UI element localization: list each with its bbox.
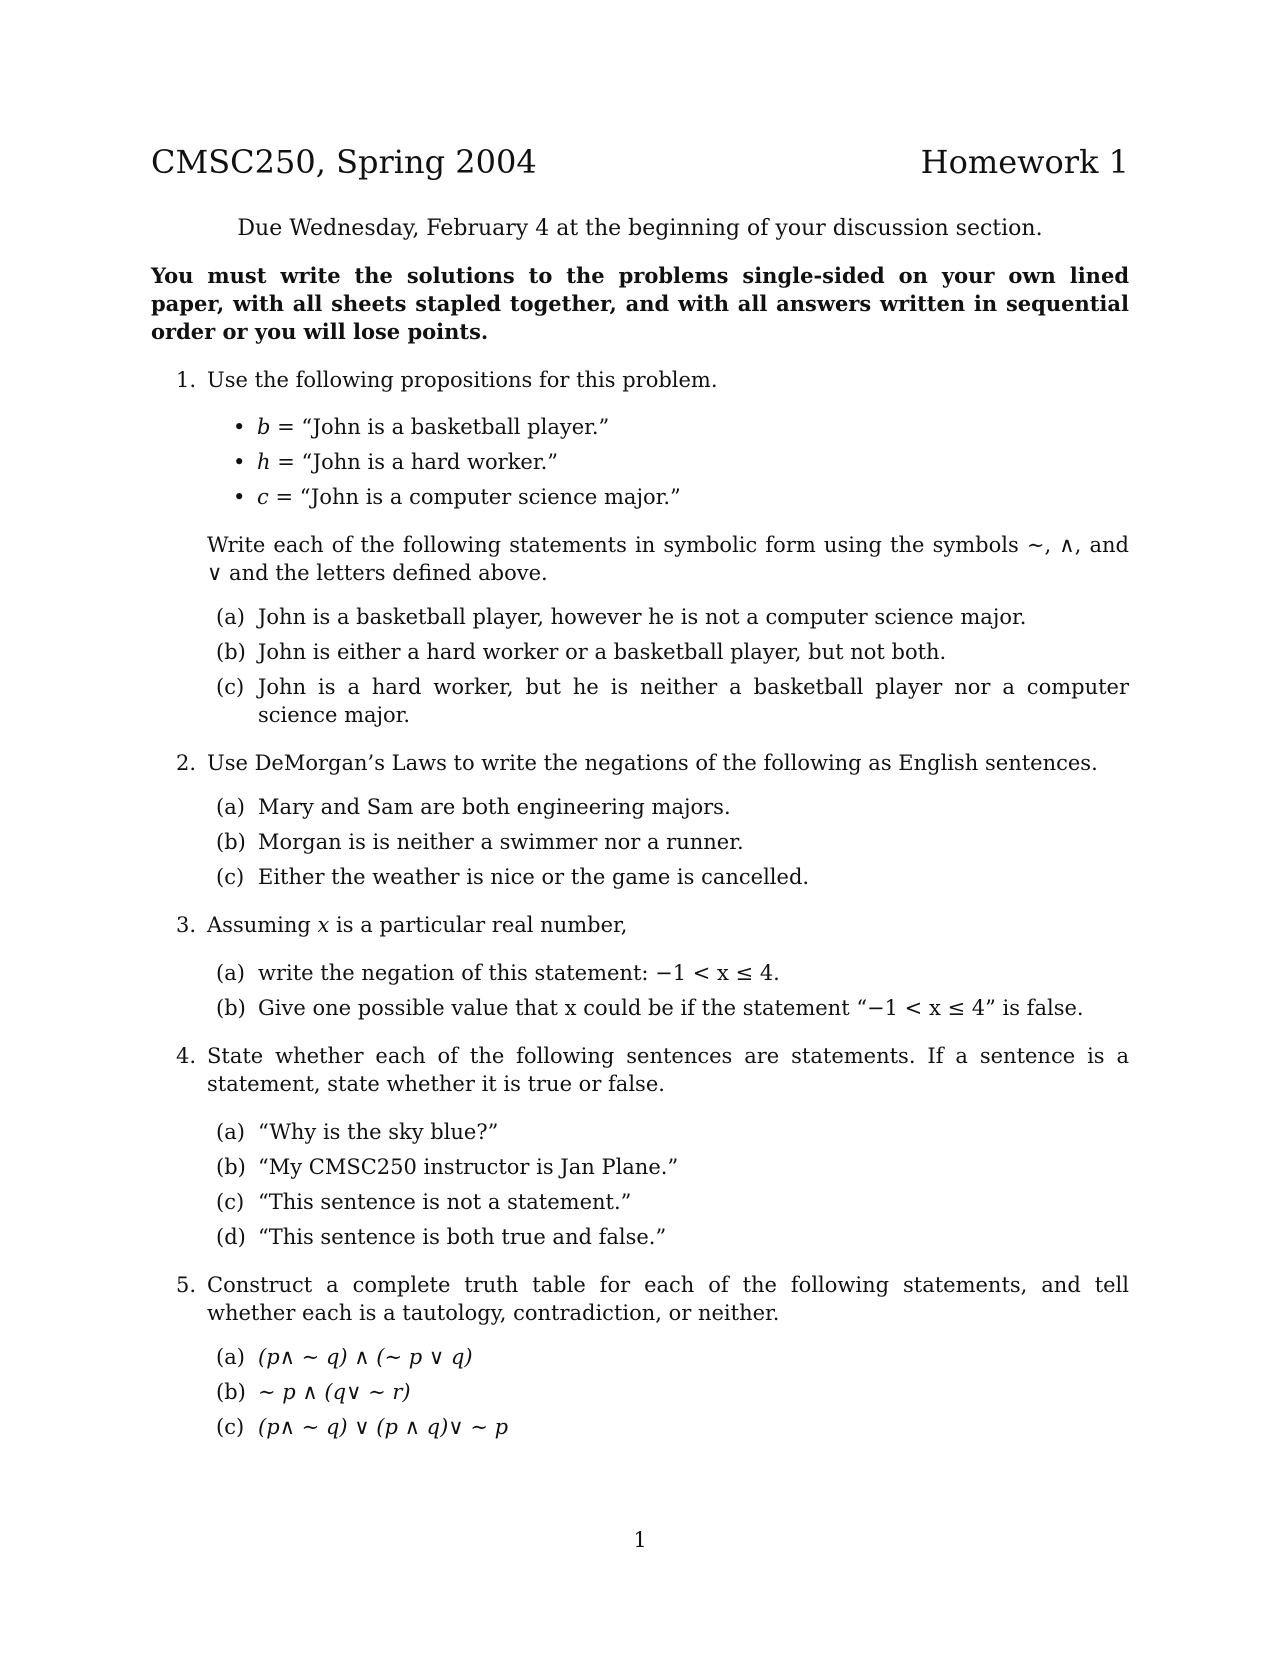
submission-notice: You must write the solutions to the problems single-sided on your own lined paper, with all sheets stapled together, and with all answers written in sequential order or you will lose points. <box>151 263 1129 344</box>
subproblem-item <box>207 1378 1129 1406</box>
subproblem-item <box>207 863 1129 891</box>
document-page <box>151 140 1129 1461</box>
problem-text-variable: x <box>317 913 330 937</box>
logic-expression: ∼ p ∧ (q∨ ∼ r) <box>258 1380 411 1404</box>
subproblem-item <box>207 638 1129 666</box>
subproblem-item <box>207 793 1129 821</box>
subproblem-item <box>207 603 1129 631</box>
problem-text-end: is a particular real number, <box>329 913 628 937</box>
subproblem-label: (d) <box>216 1225 246 1249</box>
problem-number: 1. <box>176 368 197 392</box>
subproblem-label: (c) <box>216 865 245 889</box>
subproblem-list <box>207 1343 1129 1441</box>
proposition-definition: = “John is a basketball player.” <box>270 415 610 439</box>
subproblem-list <box>207 1118 1129 1251</box>
page-number: 1 <box>633 1528 647 1552</box>
problem-text <box>207 911 1129 939</box>
page-header <box>151 140 1129 184</box>
subproblem-item <box>207 959 1129 987</box>
problem-5 <box>151 1271 1129 1441</box>
subproblem-item <box>207 1188 1129 1216</box>
subproblem-label: (b) <box>216 1380 246 1404</box>
bullet-icon: • <box>233 415 246 439</box>
logic-expression: (p∧ ∼ q) ∨ (p ∧ q)∨ ∼ p <box>258 1415 509 1439</box>
problem-text: Use DeMorgan’s Laws to write the negations of the following as English sentences. <box>207 751 1098 775</box>
subproblem-item <box>207 1413 1129 1441</box>
subproblem-item <box>207 1153 1129 1181</box>
subproblem-list <box>207 603 1129 729</box>
assignment-title: Homework 1 <box>920 143 1129 181</box>
bullet-icon: • <box>233 485 246 509</box>
problem-4 <box>151 1042 1129 1251</box>
subproblem-item <box>207 673 1129 729</box>
course-title: CMSC250, Spring 2004 <box>151 143 537 181</box>
problem-number: 3. <box>176 913 197 937</box>
subproblem-label: (a) <box>216 605 245 629</box>
proposition-item <box>207 480 1129 515</box>
problem-instructions: Write each of the following statements in symbolic form using the symbols ∼, ∧, and ∨ and the letters defined above. <box>207 533 1129 585</box>
problem-text: State whether each of the following sentences are statements. If a sentence is a statement, state whether it is true or false. <box>207 1044 1129 1096</box>
due-date-line: Due Wednesday, February 4 at the beginning of your discussion section. <box>237 216 1043 241</box>
subproblem-label: (b) <box>216 1155 246 1179</box>
problem-text-start: Assuming <box>207 913 318 937</box>
problem-number: 5. <box>176 1273 197 1297</box>
problem-list <box>151 366 1129 1441</box>
subproblem-label: (b) <box>216 830 246 854</box>
proposition-item <box>207 410 1129 445</box>
proposition-variable: b <box>257 415 271 439</box>
subproblem-text: Either the weather is nice or the game is cancelled. <box>258 865 810 889</box>
logic-expression: (p∧ ∼ q) ∧ (∼ p ∨ q) <box>258 1345 473 1369</box>
subproblem-label: (a) <box>216 795 245 819</box>
subproblem-item <box>207 1343 1129 1371</box>
subproblem-label: (a) <box>216 1345 245 1369</box>
problem-number: 2. <box>176 751 197 775</box>
subproblem-label: (c) <box>216 1190 245 1214</box>
bullet-icon: • <box>233 450 246 474</box>
proposition-definition: = “John is a hard worker.” <box>270 450 558 474</box>
subproblem-text: John is a basketball player, however he is not a computer science major. <box>258 605 1027 629</box>
subproblem-text: “This sentence is not a statement.” <box>258 1190 632 1214</box>
subproblem-text: “Why is the sky blue?” <box>258 1120 499 1144</box>
proposition-variable: c <box>257 485 269 509</box>
subproblem-item <box>207 828 1129 856</box>
subproblem-text: Give one possible value that x could be if the statement “−1 < x ≤ 4” is false. <box>258 996 1084 1020</box>
subproblem-text: John is a hard worker, but he is neither a basketball player nor a computer science major. <box>258 675 1129 727</box>
problem-2 <box>151 749 1129 891</box>
subproblem-text: write the negation of this statement: −1 < x ≤ 4. <box>258 961 780 985</box>
subproblem-label: (c) <box>216 1415 245 1439</box>
problem-3 <box>151 911 1129 1022</box>
subproblem-list <box>207 793 1129 891</box>
problem-1 <box>151 366 1129 729</box>
subproblem-list <box>207 959 1129 1022</box>
problem-text: Construct a complete truth table for each of the following statements, and tell whether each is a tautology, contradiction, or neither. <box>207 1273 1129 1325</box>
subproblem-label: (a) <box>216 1120 245 1144</box>
subproblem-text: “This sentence is both true and false.” <box>258 1225 667 1249</box>
subproblem-item <box>207 1223 1129 1251</box>
subproblem-text: Morgan is is neither a swimmer nor a runner. <box>258 830 744 854</box>
subproblem-item <box>207 1118 1129 1146</box>
subproblem-text: Mary and Sam are both engineering majors. <box>258 795 731 819</box>
problem-number: 4. <box>176 1044 197 1068</box>
subproblem-item <box>207 994 1129 1022</box>
subproblem-label: (b) <box>216 640 246 664</box>
proposition-item <box>207 445 1129 480</box>
subproblem-label: (b) <box>216 996 246 1020</box>
proposition-variable: h <box>257 450 271 474</box>
problem-text: Use the following propositions for this problem. <box>207 368 718 392</box>
proposition-definition: = “John is a computer science major.” <box>268 485 681 509</box>
subproblem-label: (c) <box>216 675 245 699</box>
subproblem-text: “My CMSC250 instructor is Jan Plane.” <box>258 1155 679 1179</box>
subproblem-text: John is either a hard worker or a basketball player, but not both. <box>258 640 947 664</box>
proposition-list <box>207 410 1129 515</box>
subproblem-label: (a) <box>216 961 245 985</box>
